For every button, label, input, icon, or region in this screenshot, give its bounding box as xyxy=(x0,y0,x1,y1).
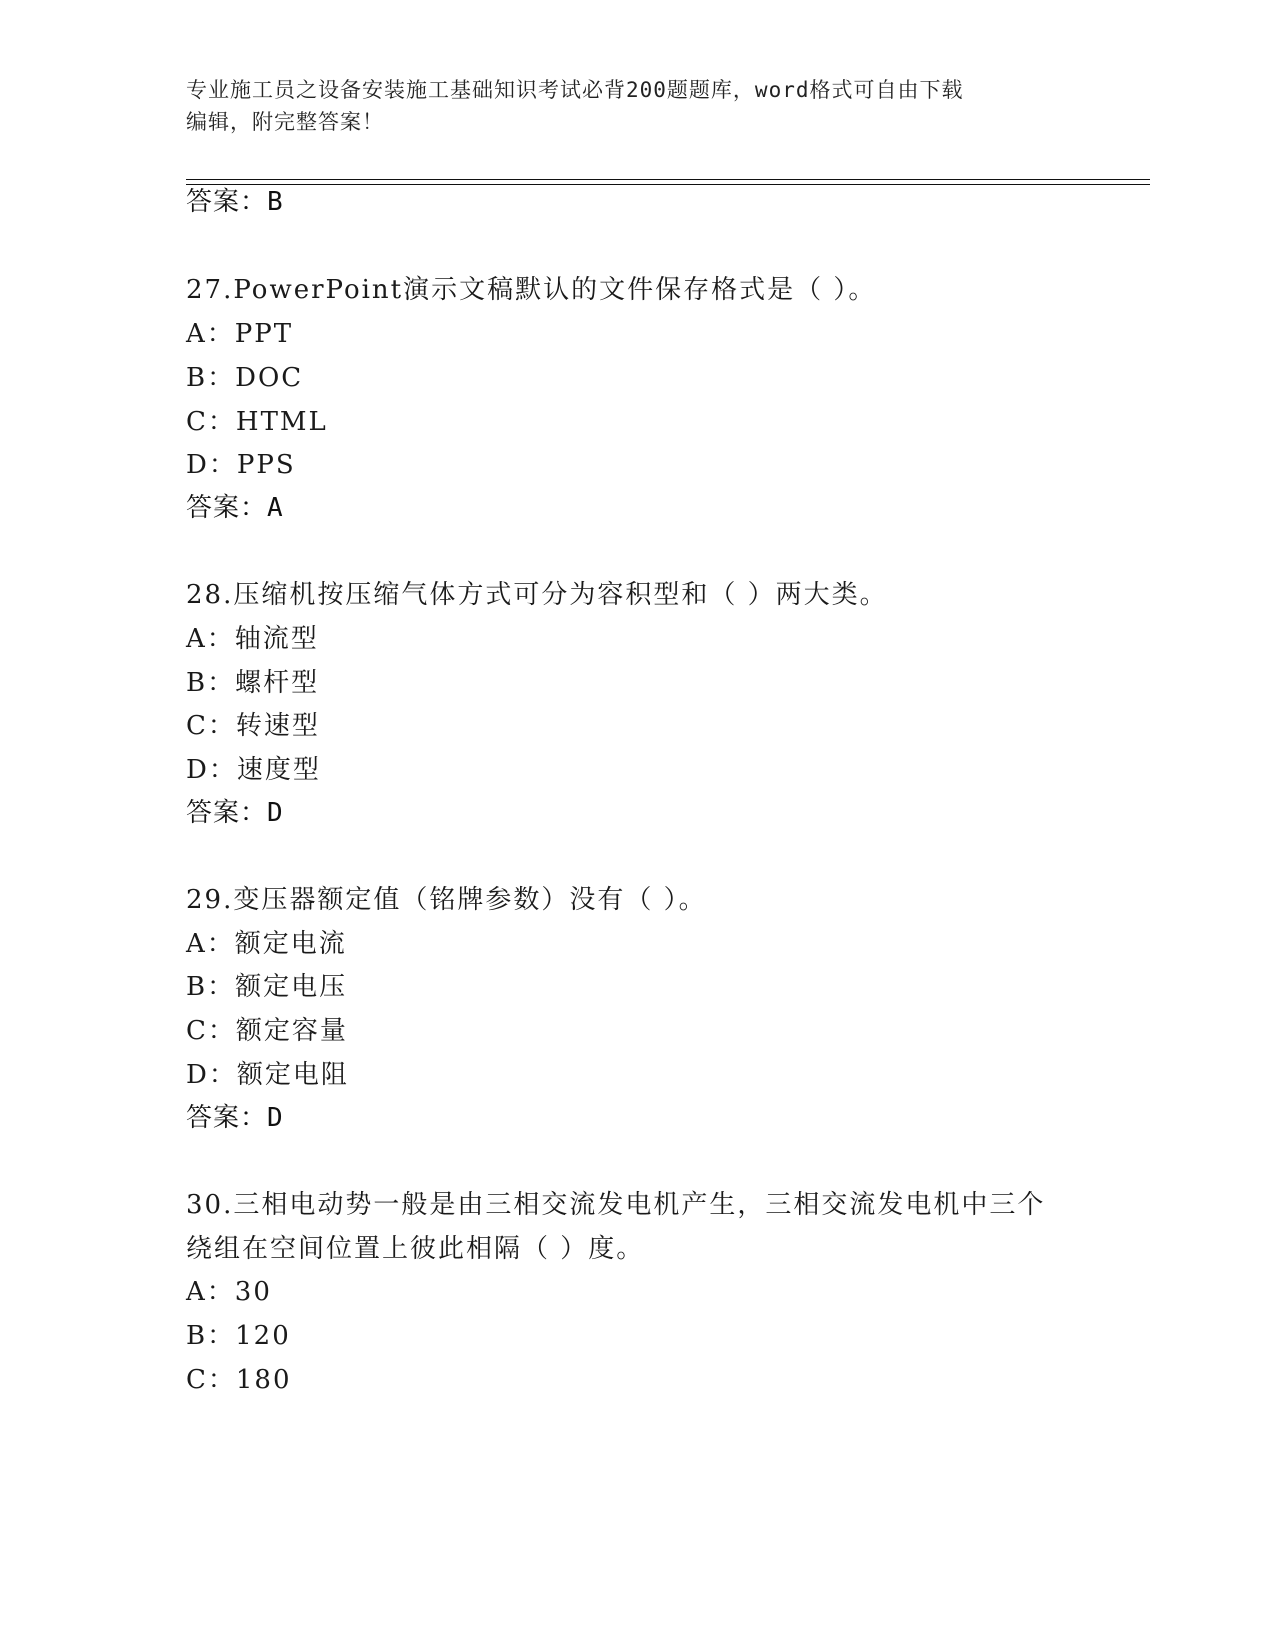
question-29-option-c: C：额定容量 xyxy=(186,1016,348,1046)
header-divider-bottom xyxy=(186,184,1150,185)
question-30-option-b: B：120 xyxy=(186,1321,291,1351)
document-header xyxy=(186,74,1066,138)
question-27-answer: 答案：A xyxy=(186,493,284,523)
header-line-1: 专业施工员之设备安装施工基础知识考试必背200题题库，word格式可自由下载 xyxy=(186,78,964,102)
question-28-option-d: D：速度型 xyxy=(186,755,321,785)
question-27-option-d: D：PPS xyxy=(186,450,296,480)
question-29-answer: 答案：D xyxy=(186,1103,284,1133)
question-27-option-b: B：DOC xyxy=(186,363,304,393)
header-line-2: 编辑，附完整答案！ xyxy=(186,110,384,134)
question-29-option-b: B：额定电压 xyxy=(186,972,348,1002)
header-divider-top xyxy=(186,179,1150,180)
question-28-answer: 答案：D xyxy=(186,798,284,828)
question-28-option-c: C：转速型 xyxy=(186,711,320,741)
question-28-option-a: A：轴流型 xyxy=(186,624,319,654)
question-27-option-a: A：PPT xyxy=(186,319,294,349)
question-30-stem-line-2: 绕组在空间位置上彼此相隔（ ）度。 xyxy=(186,1234,645,1264)
question-27-option-c: C：HTML xyxy=(186,407,328,437)
question-30-option-c: C：180 xyxy=(186,1365,292,1395)
question-29-stem: 29.变压器额定值（铭牌参数）没有（ ）。 xyxy=(186,885,707,915)
question-29-option-d: D：额定电阻 xyxy=(186,1060,349,1090)
question-29-option-a: A：额定电流 xyxy=(186,929,347,959)
question-30-option-a: A：30 xyxy=(186,1277,272,1307)
question-30-stem-line-1: 30.三相电动势一般是由三相交流发电机产生，三相交流发电机中三个 xyxy=(186,1190,1046,1220)
question-28-stem: 28.压缩机按压缩气体方式可分为容积型和（ ）两大类。 xyxy=(186,580,888,610)
question-28-option-b: B：螺杆型 xyxy=(186,668,320,698)
question-27-stem: 27.PowerPoint演示文稿默认的文件保存格式是（ ）。 xyxy=(186,275,877,305)
previous-answer: 答案：B xyxy=(186,187,284,217)
